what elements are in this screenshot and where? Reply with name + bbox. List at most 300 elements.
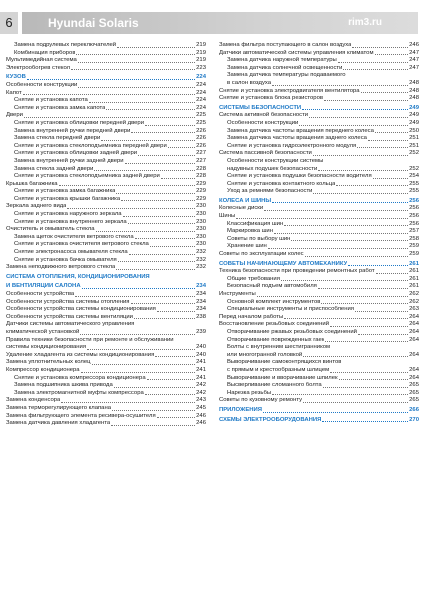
toc-entry-page: 261 <box>409 268 419 275</box>
toc-entry-page: 261 <box>409 260 419 267</box>
toc-entry-title: Замена конденсора <box>6 397 61 404</box>
dot-leader <box>117 47 195 48</box>
dot-leader <box>131 132 195 133</box>
toc-entry-page: 232 <box>196 264 206 271</box>
dot-leader <box>23 94 195 95</box>
dot-leader <box>106 109 195 110</box>
toc-entry <box>6 367 206 375</box>
toc-entry-page: 224 <box>196 89 206 96</box>
toc-entry <box>219 50 419 58</box>
toc-entry-page: 264 <box>409 313 419 320</box>
toc-entry <box>6 299 206 307</box>
toc-entry-page: 248 <box>409 95 419 102</box>
toc-entry-title: Восстановление резьбовых соединений <box>219 321 330 328</box>
dot-leader <box>67 208 195 209</box>
toc-section-heading <box>219 105 419 113</box>
toc-entry <box>6 264 206 272</box>
toc-entry-title: надувных подушек безопасности <box>227 165 318 172</box>
toc-entry-title: Мультимедийная система <box>6 57 77 64</box>
toc-entry-page: 256 <box>409 197 419 204</box>
toc-entry-page: 251 <box>409 135 419 142</box>
toc-entry <box>6 329 206 337</box>
dot-leader <box>112 410 195 411</box>
toc-entry-title: Датчики автоматической системы управления климатом <box>219 49 374 56</box>
toc-entry-title: Снятие и установка компрессора кондиционера <box>14 374 146 381</box>
toc-entry-page: 234 <box>196 283 206 290</box>
toc-entry-title: Снятие и установка внутреннего зеркала <box>14 218 127 225</box>
toc-entry <box>219 251 419 259</box>
toc-entry-title: Особенности конструкции <box>227 119 299 126</box>
toc-entry-title: Зеркала заднего вида <box>6 203 67 210</box>
toc-entry-title: Высверливание сломанного болта <box>227 382 322 389</box>
dot-leader <box>96 231 196 232</box>
toc-entry <box>6 344 206 352</box>
toc-entry-page: 257 <box>409 228 419 235</box>
toc-right-column <box>219 42 419 424</box>
toc-entry <box>219 236 419 244</box>
toc-entry-page: 266 <box>409 406 419 413</box>
toc-entry <box>219 337 419 345</box>
toc-entry <box>6 203 206 211</box>
dot-leader <box>236 218 408 219</box>
dot-leader <box>150 246 195 247</box>
toc-entry-page: 241 <box>196 359 206 366</box>
toc-entry-page: 264 <box>409 321 419 328</box>
toc-entry-page: 249 <box>409 112 419 119</box>
dot-leader <box>318 170 408 171</box>
toc-entry-page: 264 <box>409 336 419 343</box>
toc-entry-page: 225 <box>196 112 206 119</box>
page-number: 6 <box>0 12 18 34</box>
toc-entry-title: Хранение шин <box>227 243 267 250</box>
toc-entry-page: 255 <box>409 180 419 187</box>
toc-entry-title: Снятие и установка электродвигателя вентилятора <box>219 87 360 94</box>
toc-entry-title: Особенности устройства системы кондиционирования <box>6 306 156 313</box>
dot-leader <box>111 425 195 426</box>
toc-entry-page: 247 <box>409 57 419 64</box>
toc-entry <box>219 112 419 120</box>
toc-entry-page: 247 <box>409 49 419 56</box>
toc-entry-page: 264 <box>409 328 419 335</box>
toc-entry-page: 265 <box>409 382 419 389</box>
toc-entry-title: Снятие и установка очистителя ветрового стекла <box>14 241 149 248</box>
toc-entry <box>219 88 419 96</box>
toc-entry-title: Снятие и установка гидроэлектронного модуля <box>227 142 357 149</box>
toc-entry-title: Общие требования <box>227 275 280 282</box>
dot-leader <box>161 178 195 179</box>
toc-entry-title: И ВЕНТИЛЯЦИИ САЛОНА <box>6 283 81 290</box>
toc-entry <box>6 390 206 398</box>
toc-entry-page: 250 <box>409 127 419 134</box>
dot-leader <box>299 125 408 126</box>
toc-entry <box>6 173 206 181</box>
toc-entry-page: 270 <box>409 416 419 423</box>
dot-leader <box>61 402 195 403</box>
toc-entry <box>219 283 419 291</box>
toc-entry-title: Замена щеток очистителя ветрового стекла <box>14 233 134 240</box>
toc-entry-title: Снятие и установка замка багажника <box>14 188 116 195</box>
toc-entry <box>219 321 419 329</box>
toc-entry-title: в салон воздуха <box>227 79 272 86</box>
dot-leader <box>355 311 408 312</box>
toc-entry-page: 234 <box>196 291 206 297</box>
dot-leader <box>118 261 195 262</box>
toc-entry-page: 243 <box>196 397 206 404</box>
dot-leader <box>121 200 195 201</box>
toc-entry-title: Снятие и установка крышки багажника <box>14 195 121 202</box>
toc-entry <box>6 219 206 227</box>
toc-entry <box>6 234 206 242</box>
dot-leader <box>89 102 195 103</box>
toc-entry-title: Датчики системы автоматического управления <box>6 321 135 328</box>
toc-section-heading <box>6 74 206 82</box>
toc-entry <box>219 57 419 65</box>
toc-entry-title: Отворачивание поврежденных гаек <box>227 336 325 343</box>
toc-entry <box>219 80 419 88</box>
toc-entry-page: 230 <box>196 211 206 218</box>
toc-entry-page: 232 <box>196 256 206 263</box>
toc-entry-page: 230 <box>196 241 206 248</box>
toc-entry-page: 264 <box>409 351 419 358</box>
toc-entry-page: 224 <box>196 97 206 104</box>
dot-leader <box>264 210 408 211</box>
toc-entry-page: 242 <box>196 382 206 389</box>
dot-leader <box>291 240 408 241</box>
toc-entry-page: 219 <box>196 57 206 64</box>
toc-entry <box>219 135 419 143</box>
toc-entry-page: 259 <box>409 243 419 250</box>
toc-entry-title: КОЛЕСА И ШИНЫ <box>219 197 272 204</box>
toc-entry <box>219 181 419 189</box>
dot-leader <box>309 117 408 118</box>
header-bar <box>22 12 418 34</box>
toc-entry <box>6 382 206 390</box>
dot-leader <box>145 394 195 395</box>
dot-leader <box>272 85 408 86</box>
dot-leader <box>114 387 195 388</box>
toc-entry-page: 229 <box>196 180 206 187</box>
dot-leader <box>78 62 195 63</box>
site-url: rim3.ru <box>348 17 382 28</box>
dot-leader <box>155 356 195 357</box>
toc-entry-title: Капот <box>6 89 22 96</box>
toc-entry-page: 249 <box>409 119 419 126</box>
toc-entry <box>6 241 206 249</box>
dot-leader <box>128 223 195 224</box>
toc-entry <box>6 112 206 120</box>
toc-entry <box>219 65 419 73</box>
toc-entry-title: Двери <box>6 112 23 119</box>
toc-entry <box>6 50 206 58</box>
toc-entry-page: 230 <box>196 218 206 225</box>
dot-leader <box>373 178 409 179</box>
toc-entry-title: Снятие и установка стеклоподъемника задней двери <box>14 173 160 180</box>
toc-entry <box>6 405 206 413</box>
dot-leader <box>274 233 408 234</box>
toc-entry-title: Инструменты <box>219 291 256 297</box>
toc-entry-title: Маркировка шин <box>227 228 273 235</box>
toc-entry-page: 239 <box>196 328 206 335</box>
toc-entry-page: 240 <box>196 351 206 358</box>
toc-entry <box>219 382 419 390</box>
toc-entry <box>6 306 206 314</box>
toc-entry <box>6 181 206 189</box>
toc-entry <box>219 128 419 136</box>
toc-entry-title: СОВЕТЫ НАЧИНАЮЩЕМУ АВТОМЕХАНИКУ <box>219 260 348 267</box>
toc-entry-page: 262 <box>409 291 419 297</box>
dot-leader <box>358 334 408 335</box>
toc-entry-title: СИСТЕМА ОТОПЛЕНИЯ, КОНДИЦИОНИРОВАНИЯ <box>6 273 150 280</box>
toc-entry-page: 224 <box>196 74 206 81</box>
toc-entry-page: 246 <box>196 412 206 419</box>
toc-entry-title: Выворачивание и вворачивание шпилек <box>227 374 338 381</box>
dot-leader <box>322 421 408 422</box>
toc-entry-title: Замена датчика частоты вращения переднего колеса <box>227 127 374 134</box>
toc-entry-title: Перед началом работы <box>219 313 284 320</box>
toc-entry-title: Специальные инструменты и приспособления <box>227 306 354 313</box>
toc-entry-title: Классификация шин <box>227 220 284 227</box>
toc-section-heading <box>6 274 206 282</box>
toc-entry-page: 223 <box>196 64 206 71</box>
dot-leader <box>257 296 408 297</box>
toc-entry-page: 256 <box>409 205 419 212</box>
toc-entry-title: Очиститель и омыватель стекла <box>6 226 95 233</box>
toc-entry-title: Замена внутренней ручки задней двери <box>14 157 124 164</box>
toc-section-heading <box>219 198 419 206</box>
toc-entry-title: Замена подшипника шкива привода <box>14 382 113 389</box>
toc-entry-title: Электрообогрев стекол <box>6 64 71 71</box>
toc-entry <box>6 291 206 299</box>
toc-entry-title: Замена терморегулирующего клапана <box>6 404 111 411</box>
toc-entry <box>6 196 206 204</box>
dot-leader <box>81 372 196 373</box>
toc-entry-page: 232 <box>196 249 206 256</box>
toc-entry <box>219 344 419 352</box>
book-title: Hyundai Solaris <box>48 16 139 30</box>
toc-entry-page: 261 <box>409 275 419 282</box>
toc-entry-title: Советы по кузовному ремонту <box>219 397 303 404</box>
toc-entry <box>6 413 206 421</box>
dot-leader <box>339 379 409 380</box>
toc-entry-title: Снятие и установка наружного зеркала <box>14 211 122 218</box>
dot-leader <box>125 163 196 164</box>
dot-leader <box>157 417 196 418</box>
dot-leader <box>272 202 408 203</box>
toc-entry-page: 226 <box>196 135 206 142</box>
toc-entry-title: Снятие электронасоса омывателя стекла <box>14 249 128 256</box>
dot-leader <box>76 54 195 55</box>
dot-leader <box>318 288 408 289</box>
toc-entry-title: Основной комплект инструментов <box>227 298 321 305</box>
toc-entry-page: 262 <box>409 298 419 305</box>
toc-entry <box>6 166 206 174</box>
dot-leader <box>59 185 196 186</box>
toc-entry-title: КУЗОВ <box>6 74 26 81</box>
toc-entry-title: Снятие и установка облицовки передней двери <box>14 119 144 126</box>
dot-leader <box>375 132 408 133</box>
toc-entry <box>219 213 419 221</box>
dot-leader <box>168 147 195 148</box>
toc-entry <box>219 314 419 322</box>
dot-leader <box>268 248 408 249</box>
toc-entry <box>219 42 419 50</box>
toc-entry-title: системы кондиционирования <box>6 344 87 351</box>
toc-entry <box>6 135 206 143</box>
dot-leader <box>303 356 408 357</box>
dot-leader <box>134 318 195 319</box>
toc-entry-page: 246 <box>409 42 419 48</box>
toc-entry-page: 227 <box>196 150 206 157</box>
dot-leader <box>27 79 195 80</box>
toc-entry-title: Замена датчика наружной температуры <box>227 57 337 64</box>
dot-leader <box>116 193 195 194</box>
toc-entry <box>6 188 206 196</box>
toc-entry-title: Снятие и установка блока резисторов <box>219 95 323 102</box>
dot-leader <box>330 372 408 373</box>
toc-entry <box>219 120 419 128</box>
dot-leader <box>82 288 196 289</box>
toc-entry-page: 259 <box>409 251 419 258</box>
toc-entry-title: Замена подрулевых переключателей <box>14 42 117 48</box>
toc-entry-title: Снятие и установка подушки безопасности водителя <box>227 173 372 180</box>
toc-entry <box>219 329 419 337</box>
toc-entry-page: 256 <box>409 220 419 227</box>
toc-entry <box>6 375 206 383</box>
toc-entry <box>6 42 206 50</box>
toc-entry-page: 241 <box>196 374 206 381</box>
toc-entry <box>6 352 206 360</box>
toc-entry-page: 238 <box>196 313 206 320</box>
dot-leader <box>92 364 196 365</box>
toc-entry <box>219 352 419 360</box>
toc-entry-page: 249 <box>409 104 419 111</box>
toc-entry-title: Система пассивной безопасности <box>219 150 312 157</box>
toc-entry-title: Замена датчика температуры подаваемого <box>227 72 346 79</box>
dot-leader <box>24 117 195 118</box>
dot-leader <box>123 216 196 217</box>
dot-leader <box>87 349 195 350</box>
dot-leader <box>330 326 408 327</box>
dot-leader <box>94 170 195 171</box>
dot-leader <box>157 311 195 312</box>
toc-entry-title: Особенности конструкции системы <box>227 157 324 164</box>
toc-entry <box>219 367 419 375</box>
toc-entry-page: 230 <box>196 226 206 233</box>
dot-leader <box>357 147 408 148</box>
toc-entry <box>219 188 419 196</box>
toc-entry-title: Правила техники безопасности при ремонте и обслуживании <box>6 336 174 343</box>
dot-leader <box>78 87 195 88</box>
toc-entry-page: 227 <box>196 157 206 164</box>
dot-leader <box>323 387 408 388</box>
dot-leader <box>135 238 196 239</box>
toc-entry <box>219 143 419 151</box>
dot-leader <box>338 62 408 63</box>
toc-entry <box>6 249 206 257</box>
toc-entry-title: Снятие и установка стеклоподъемника передней двери <box>14 142 167 149</box>
dot-leader <box>324 100 408 101</box>
toc-entry-title: Техника безопасности при проведении ремонтных работ <box>219 268 375 275</box>
toc-entry-page: 248 <box>409 87 419 94</box>
toc-entry-title: Компрессор кондиционера <box>6 366 80 373</box>
toc-entry-title: Советы по выбору шин <box>227 235 291 242</box>
toc-entry-page: 226 <box>196 142 206 149</box>
toc-entry-title: Особенности устройства системы отопления <box>6 298 130 305</box>
dot-leader <box>272 394 408 395</box>
toc-entry-title: Особенности конструкции <box>6 81 78 88</box>
dot-leader <box>116 269 195 270</box>
dot-leader <box>361 92 409 93</box>
toc-entry-title: Система активной безопасности <box>219 112 309 119</box>
toc-entry <box>219 375 419 383</box>
toc-entry-page: 256 <box>409 213 419 220</box>
toc-entry-title: Выворачивание самоконтрящихся винтов <box>227 359 342 366</box>
toc-entry <box>219 397 419 405</box>
toc-entry-title: Замена уплотнительных колец <box>6 359 91 366</box>
toc-entry-title: климатической установкой <box>6 328 80 335</box>
toc-entry <box>6 226 206 234</box>
toc-entry-page: 234 <box>196 306 206 313</box>
toc-entry-page: 265 <box>409 389 419 396</box>
toc-entry-page: 226 <box>196 127 206 134</box>
toc-entry-title: Комбинация приборов <box>14 49 76 56</box>
toc-entry <box>6 143 206 151</box>
toc-entry-title: Замена неподвижного ветрового стекла <box>6 264 116 271</box>
toc-entry-title: ПРИЛОЖЕНИЯ <box>219 406 263 413</box>
toc-entry-page: 261 <box>409 283 419 290</box>
toc-entry-title: Замена датчика давления хладагента <box>6 420 111 427</box>
dot-leader <box>375 54 409 55</box>
toc-entry-title: Шины <box>219 213 236 220</box>
dot-leader <box>145 125 195 126</box>
toc-section-heading <box>219 417 419 425</box>
toc-entry <box>6 150 206 158</box>
toc-entry-title: Замена фильтра поступающего в салон воздуха <box>219 42 352 48</box>
dot-leader <box>138 155 195 156</box>
toc-section-heading <box>219 407 419 415</box>
toc-entry-page: 258 <box>409 235 419 242</box>
dot-leader <box>368 140 408 141</box>
toc-entry-title: с прямым и крестообразным шлицем <box>227 366 330 373</box>
toc-entry-page: 241 <box>196 366 206 373</box>
toc-entry-page: 254 <box>409 173 419 180</box>
toc-entry-page: 224 <box>196 81 206 88</box>
toc-entry <box>219 306 419 314</box>
toc-entry <box>6 65 206 73</box>
toc-entry <box>219 390 419 398</box>
dot-leader <box>313 155 408 156</box>
toc-entry-title: Снятие и установка бачка омывателя <box>14 256 117 263</box>
toc-entry <box>219 291 419 299</box>
toc-entry-page: 230 <box>196 203 206 210</box>
toc-entry <box>6 257 206 265</box>
toc-entry <box>6 211 206 219</box>
toc-entry <box>219 228 419 236</box>
toc-entry <box>219 276 419 284</box>
toc-entry-title: Снятие и установка облицовки задней двери <box>14 150 138 157</box>
toc-entry <box>219 166 419 174</box>
dot-leader <box>71 69 195 70</box>
toc-entry-title: Особенности устройства системы вентиляции <box>6 313 133 320</box>
toc-entry <box>6 359 206 367</box>
toc-entry <box>6 314 206 322</box>
toc-entry-title: Болты с внутренним шестигранником <box>227 344 331 351</box>
toc-entry-page: 251 <box>409 142 419 149</box>
toc-entry-title: Удаление хладагента из системы кондиционирования <box>6 351 155 358</box>
toc-entry <box>219 243 419 251</box>
toc-entry-title: Снятие и установка замка капота <box>14 104 106 111</box>
toc-entry-page: 234 <box>196 298 206 305</box>
